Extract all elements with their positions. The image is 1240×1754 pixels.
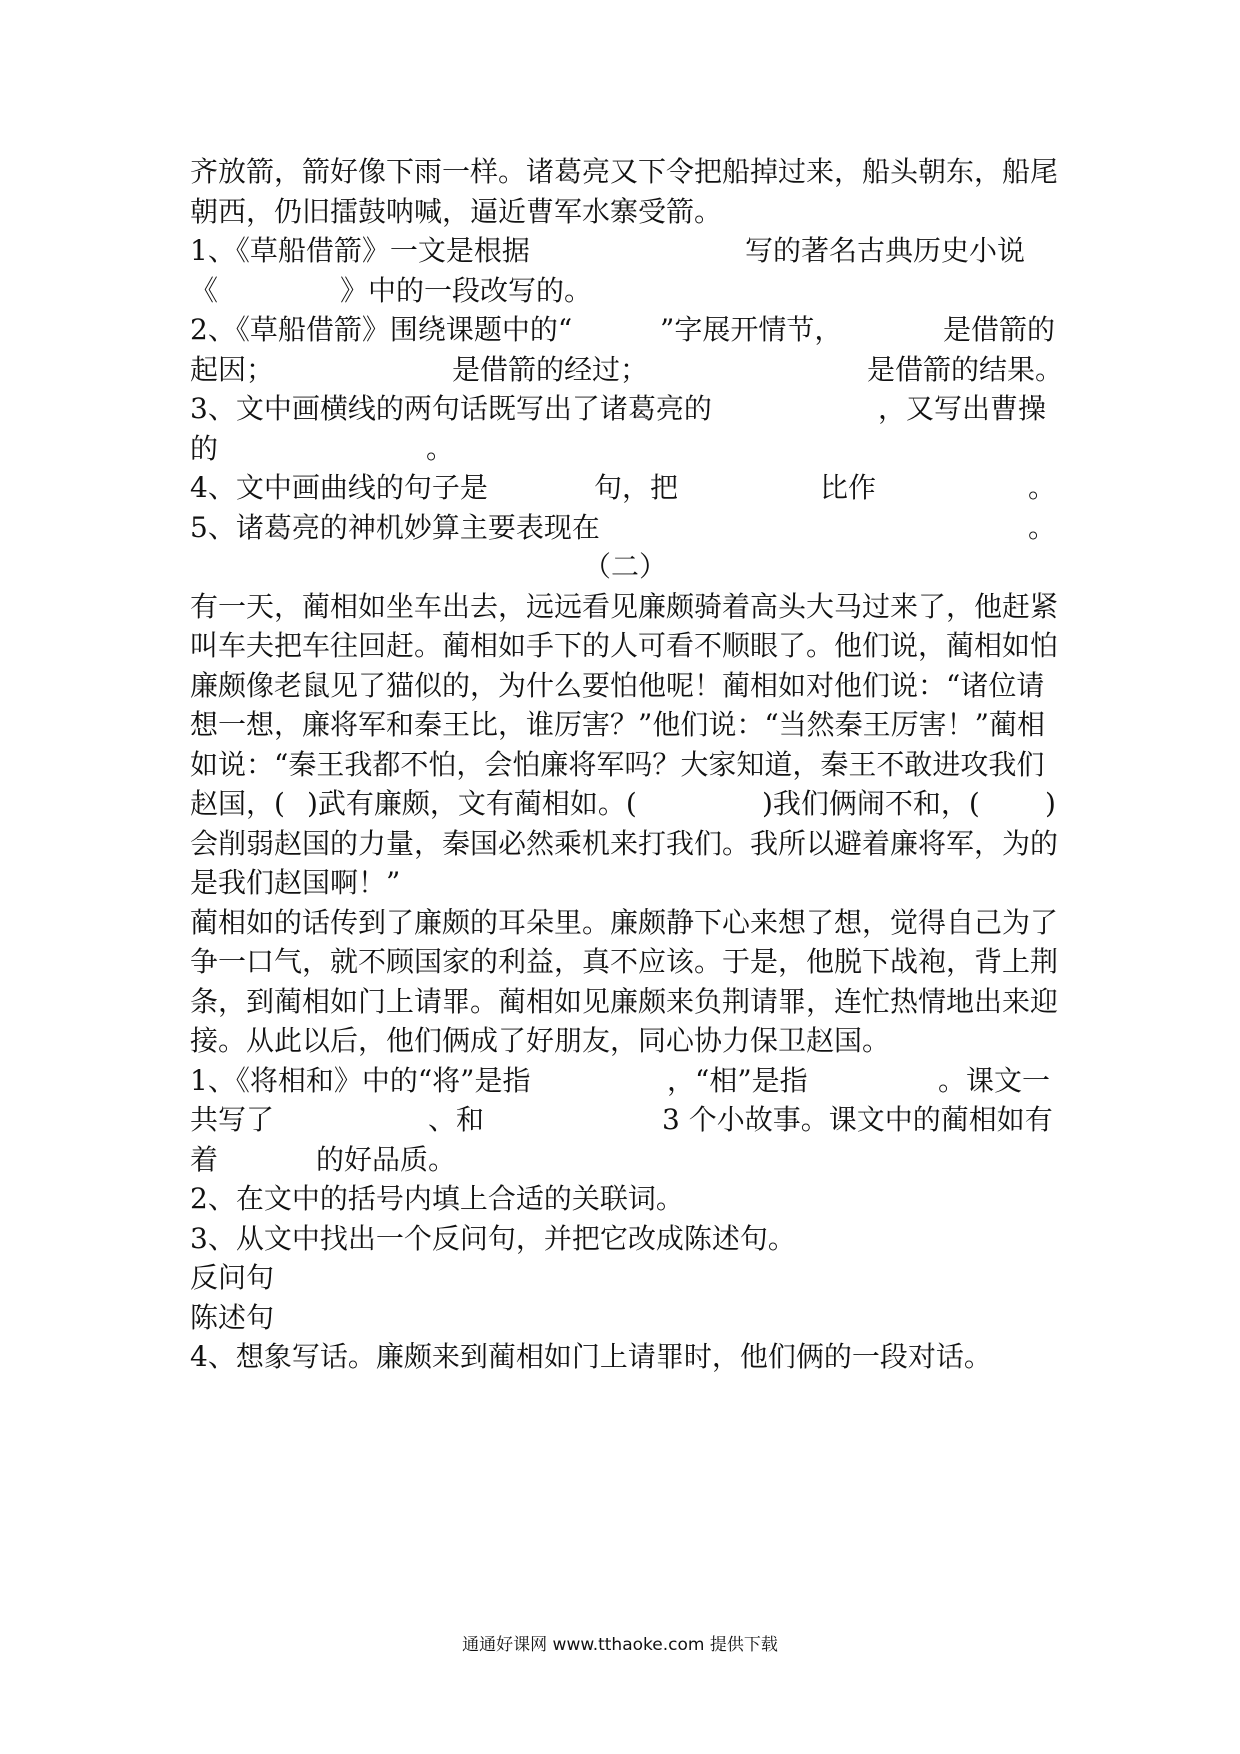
question2-1-line-1 bbox=[190, 1061, 1060, 1101]
passage2-line-3 bbox=[190, 666, 1060, 706]
question2-1-text-d: 共写了 bbox=[190, 1103, 275, 1136]
question1-3-line-1 bbox=[190, 389, 1060, 429]
question2-1-text-a: 1、《将相和》中的“将”是指 bbox=[190, 1063, 531, 1097]
question1-1-text-b: 写的著名古典历史小说 bbox=[745, 234, 1026, 267]
passage1-line-1 bbox=[190, 152, 1060, 192]
passage2-line-4 bbox=[190, 705, 1060, 745]
question1-1-line-2 bbox=[190, 271, 1060, 311]
question1-2-line-1 bbox=[190, 310, 1060, 350]
question2-4-line bbox=[190, 1337, 1060, 1377]
passage2-text-2: 叫车夫把车往回赶。蔺相如手下的人可看不顺眼了。他们说，蔺相如怕 bbox=[190, 629, 1059, 662]
question1-4-text-d: 。 bbox=[1028, 471, 1057, 504]
passage1-text-2: 朝西，仍旧擂鼓呐喊，逼近曹军水寨受箭。 bbox=[190, 194, 723, 228]
question1-1-text-c: 《 bbox=[190, 273, 219, 307]
question1-2-text-f: 是借箭的结果。 bbox=[867, 352, 1064, 386]
passage2-text-5: 如说：“秦王我都不怕，会怕廉将军吗？大家知道，秦王不敢进攻我们 bbox=[190, 747, 1045, 781]
passage2-blank-line bbox=[190, 784, 1060, 824]
question2-1-line-3 bbox=[190, 1140, 1060, 1180]
passage2-line-12 bbox=[190, 1021, 1060, 1061]
passage1-text-1: 齐放箭，箭好像下雨一样。诸葛亮又下令把船掉过来，船头朝东，船尾 bbox=[190, 155, 1059, 188]
question2-3-rhetorical-line bbox=[190, 1258, 1060, 1298]
section2-heading: （二） bbox=[582, 550, 667, 583]
question1-4-line bbox=[190, 468, 1060, 508]
passage2-text-9: 蔺相如的话传到了廉颇的耳朵里。廉颇静下心来想了想，觉得自己为了 bbox=[190, 905, 1059, 939]
passage2-text-11: 条，到蔺相如门上请罪。蔺相如见廉颇来负荆请罪，连忙热情地出来迎 bbox=[190, 984, 1059, 1018]
question1-4-text-c: 比作 bbox=[820, 471, 877, 504]
question2-2-text: 2、在文中的括号内填上合适的关联词。 bbox=[190, 1182, 684, 1215]
question1-1-line-1 bbox=[190, 231, 1060, 271]
passage2-line-9 bbox=[190, 903, 1060, 943]
question1-4-text-b: 句，把 bbox=[594, 471, 679, 504]
question1-3-text-d: 。 bbox=[426, 431, 455, 465]
passage2-text-12: 接。从此以后，他们俩成了好朋友，同心协力保卫赵国。 bbox=[190, 1024, 891, 1057]
passage2-line-2 bbox=[190, 626, 1060, 666]
passage2-line-8 bbox=[190, 863, 1060, 903]
question1-5-text-a: 5、诸葛亮的神机妙算主要表现在 bbox=[190, 510, 600, 544]
passage2-blank-text-c: )我们俩闹不和，( bbox=[762, 787, 980, 820]
question1-2-text-c: 是借箭的 bbox=[943, 313, 1056, 346]
passage2-blank-text-b: )武有廉颇，文有蔺相如。( bbox=[307, 787, 637, 820]
passage2-text-4: 想一想，廉将军和秦王比，谁厉害？”他们说：“当然秦王厉害！”蔺相 bbox=[190, 708, 1045, 741]
question2-1-text-h: 的好品质。 bbox=[316, 1142, 457, 1176]
question2-3-text: 3、从文中找出一个反问句，并把它改成陈述句。 bbox=[190, 1221, 796, 1255]
passage2-text-7: 会削弱赵国的力量，秦国必然乘机来打我们。我所以避着廉将军，为的 bbox=[190, 826, 1059, 860]
passage2-text-10: 争一口气，就不顾国家的利益，真不应该。于是，他脱下战袍，背上荆 bbox=[190, 945, 1059, 978]
question1-1-text-d: 》中的一段改写的。 bbox=[340, 273, 593, 307]
question1-2-text-a: 2、《草船借箭》围绕课题中的“ bbox=[190, 313, 573, 346]
question2-3-statement-line bbox=[190, 1298, 1060, 1338]
question1-5-text-b: 。 bbox=[1028, 510, 1057, 544]
question1-5-line bbox=[190, 508, 1060, 548]
question1-2-text-b: ”字展开情节， bbox=[660, 313, 843, 346]
passage2-line-7 bbox=[190, 824, 1060, 864]
page-footer: 通通好课网 www.tthaoke.com 提供下载 bbox=[462, 1635, 778, 1655]
passage2-blank-text-a: 赵国，( bbox=[190, 787, 285, 820]
question2-1-text-c: 。课文一 bbox=[938, 1063, 1051, 1097]
passage2-text-8: 是我们赵国啊！” bbox=[190, 866, 401, 899]
passage2-blank-text-d: ) bbox=[1045, 787, 1056, 820]
question2-3-line bbox=[190, 1219, 1060, 1259]
question1-2-line-2 bbox=[190, 350, 1064, 390]
question2-3-rhetorical-label: 反问句 bbox=[190, 1261, 275, 1294]
passage1-line-2 bbox=[190, 192, 1060, 232]
question1-3-line-2 bbox=[190, 429, 1060, 469]
question2-2-line bbox=[190, 1179, 1060, 1219]
passage2-line-10 bbox=[190, 942, 1060, 982]
question2-1-text-g: 着 bbox=[190, 1142, 219, 1176]
question1-1-text-a: 1、《草船借箭》一文是根据 bbox=[190, 234, 530, 267]
passage2-line-1 bbox=[190, 587, 1060, 627]
document-content bbox=[190, 152, 1064, 1377]
question1-2-text-e: 是借箭的经过； bbox=[452, 352, 649, 386]
question2-1-text-f: 3 个小故事。课文中的蔺相如有 bbox=[662, 1103, 1053, 1136]
question2-1-line-2 bbox=[190, 1100, 1060, 1140]
question2-3-statement-label: 陈述句 bbox=[190, 1300, 275, 1334]
question1-3-text-b: ，又写出曹操 bbox=[878, 392, 1047, 425]
passage2-text-3: 廉颇像老鼠见了猫似的，为什么要怕他呢！蔺相如对他们说：“诸位请 bbox=[190, 668, 1045, 702]
question2-1-text-e: 、和 bbox=[428, 1103, 485, 1136]
passage2-line-11 bbox=[190, 982, 1060, 1022]
question1-3-text-c: 的 bbox=[190, 431, 219, 465]
question2-1-text-b: ，“相”是指 bbox=[667, 1063, 808, 1097]
question1-2-text-d: 起因； bbox=[190, 352, 275, 386]
question1-4-text-a: 4、文中画曲线的句子是 bbox=[190, 471, 488, 504]
question1-3-text-a: 3、文中画横线的两句话既写出了诸葛亮的 bbox=[190, 392, 712, 425]
passage2-text-1: 有一天，蔺相如坐车出去，远远看见廉颇骑着高头大马过来了，他赶紧 bbox=[190, 589, 1059, 623]
question2-4-text: 4、想象写话。廉颇来到蔺相如门上请罪时，他们俩的一段对话。 bbox=[190, 1340, 992, 1373]
passage2-line-5 bbox=[190, 745, 1060, 785]
